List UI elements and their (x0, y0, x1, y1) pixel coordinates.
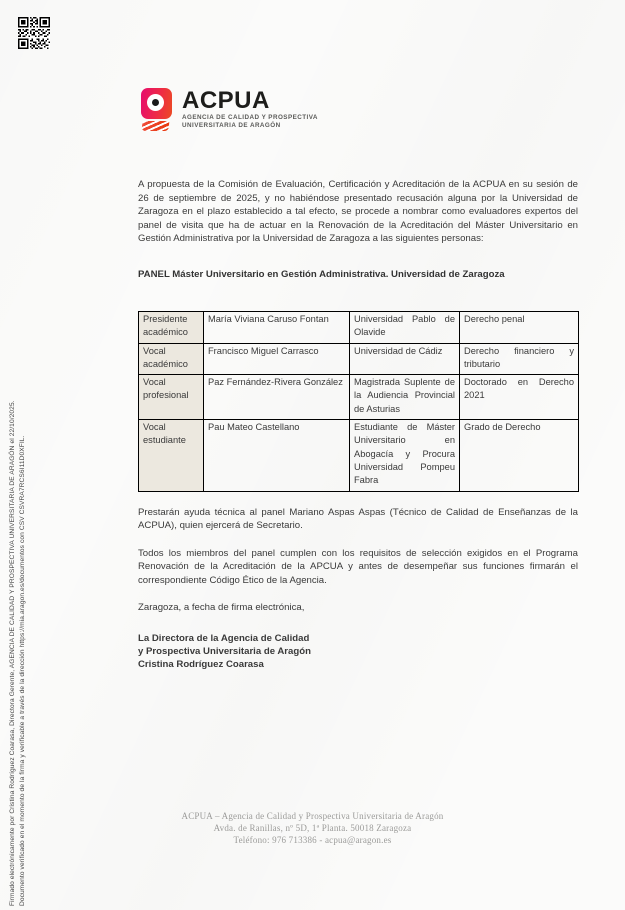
intro-paragraph: A propuesta de la Comisión de Evaluación, Certificación y Acreditación de la ACPUA en su sesión de 26 de septiembre de 2025, y no habiéndose presentado recusación alguna por la Universidad de Zaragoza en el plazo establecido a tal efecto, se procede a nombrar como evaluadores expertos del panel de visita que ha de actuar en la Renovación de la Acreditación del Máster Universitario en Gestión Administrativa por la Universidad de Zaragoza a las siguientes personas: (138, 179, 578, 244)
footer-org-line: ACPUA – Agencia de Calidad y Prospectiva Universitaria de Aragón (181, 811, 444, 821)
cell-specialty: Doctorado en Derecho 2021 (460, 375, 579, 420)
logo-dot-shape (152, 99, 159, 106)
table-row (139, 343, 579, 375)
table-row (139, 312, 579, 344)
cell-name: Paz Fernández-Rivera González (204, 375, 350, 420)
compliance-paragraph: Todos los miembros del panel cumplen con los requisitos de selección exigidos en el Programa Renovación de la Acreditación de la APCUA y antes de desempeñar sus funciones firmarán el correspondiente Código Ético de la Agencia. (138, 547, 578, 586)
cell-affiliation: Magistrada Suplente de la Audiencia Provincial de Asturias (350, 375, 460, 420)
cell-specialty: Grado de Derecho (460, 420, 579, 491)
page-footer (0, 810, 625, 847)
cell-role: Vocal académico (139, 343, 204, 375)
cell-affiliation: Universidad Pablo de Olavide (350, 312, 460, 344)
table-row (139, 375, 579, 420)
cell-name: Pau Mateo Castellano (204, 420, 350, 491)
cell-affiliation: Estudiante de Máster Universitario en Abogacía y Procura Universidad Pompeu Fabra (350, 420, 460, 491)
cell-role: Presidente académico (139, 312, 204, 344)
document-body (138, 178, 578, 671)
cell-role: Vocal profesional (139, 375, 204, 420)
logo-base-shape (141, 121, 169, 131)
panel-heading: PANEL Máster Universitario en Gestión Administrativa. Universidad de Zaragoza (138, 268, 505, 280)
cell-name: Francisco Miguel Carrasco (204, 343, 350, 375)
logo-acronym: ACPUA (182, 87, 270, 114)
logo-subtitle-line-2: UNIVERSITARIA DE ARAGÓN (182, 122, 281, 129)
signature-block (138, 632, 578, 672)
support-paragraph: Prestarán ayuda técnica al panel Mariano Aspas Aspas (Técnico de Calidad de Enseñanzas de la ACPUA), quien ejercerá de Secretario. (138, 506, 578, 532)
footer-contact-line: Teléfono: 976 713386 - acpua@aragon.es (233, 835, 392, 846)
table-row (139, 420, 579, 491)
date-line: Zaragoza, a fecha de firma electrónica, (138, 602, 305, 614)
acpua-logo (141, 88, 318, 134)
side-text-line-2: Documento verificado en el momento de la firma y verificable a través de la dirección https://mia.aragon.es/documentos con CSV CSVRA7RCS6I11D0XFIL. (18, 435, 26, 906)
footer-address-line: Avda. de Ranillas, nº 5D, 1ª Planta. 50018 Zaragoza (213, 823, 412, 834)
acpua-logo-icon (141, 88, 175, 134)
panel-members-table (138, 311, 579, 492)
logo-text (182, 88, 318, 130)
signature-title-line-1: La Directora de la Agencia de Calidad (138, 632, 310, 644)
signatory-name: Cristina Rodríguez Coarasa (138, 658, 264, 670)
cell-name: María Viviana Caruso Fontan (204, 312, 350, 344)
signature-title-line-2: y Prospectiva Universitaria de Aragón (138, 645, 311, 657)
cell-role: Vocal estudiante (139, 420, 204, 491)
side-text-line-1: Firmado electrónicamente por Cristina Rodríguez Coarasa, Directora Gerente, AGENCIA DE CALIDAD Y PROSPECTIVA UNIVERSITARIA DE ARAGÓN el 22/10/2025. (9, 400, 16, 906)
qr-code (18, 17, 50, 49)
cell-specialty: Derecho financiero y tributario (460, 343, 579, 375)
cell-affiliation: Universidad de Cádiz (350, 343, 460, 375)
logo-subtitle-line-1: AGENCIA DE CALIDAD Y PROSPECTIVA (182, 114, 318, 121)
cell-specialty: Derecho penal (460, 312, 579, 344)
